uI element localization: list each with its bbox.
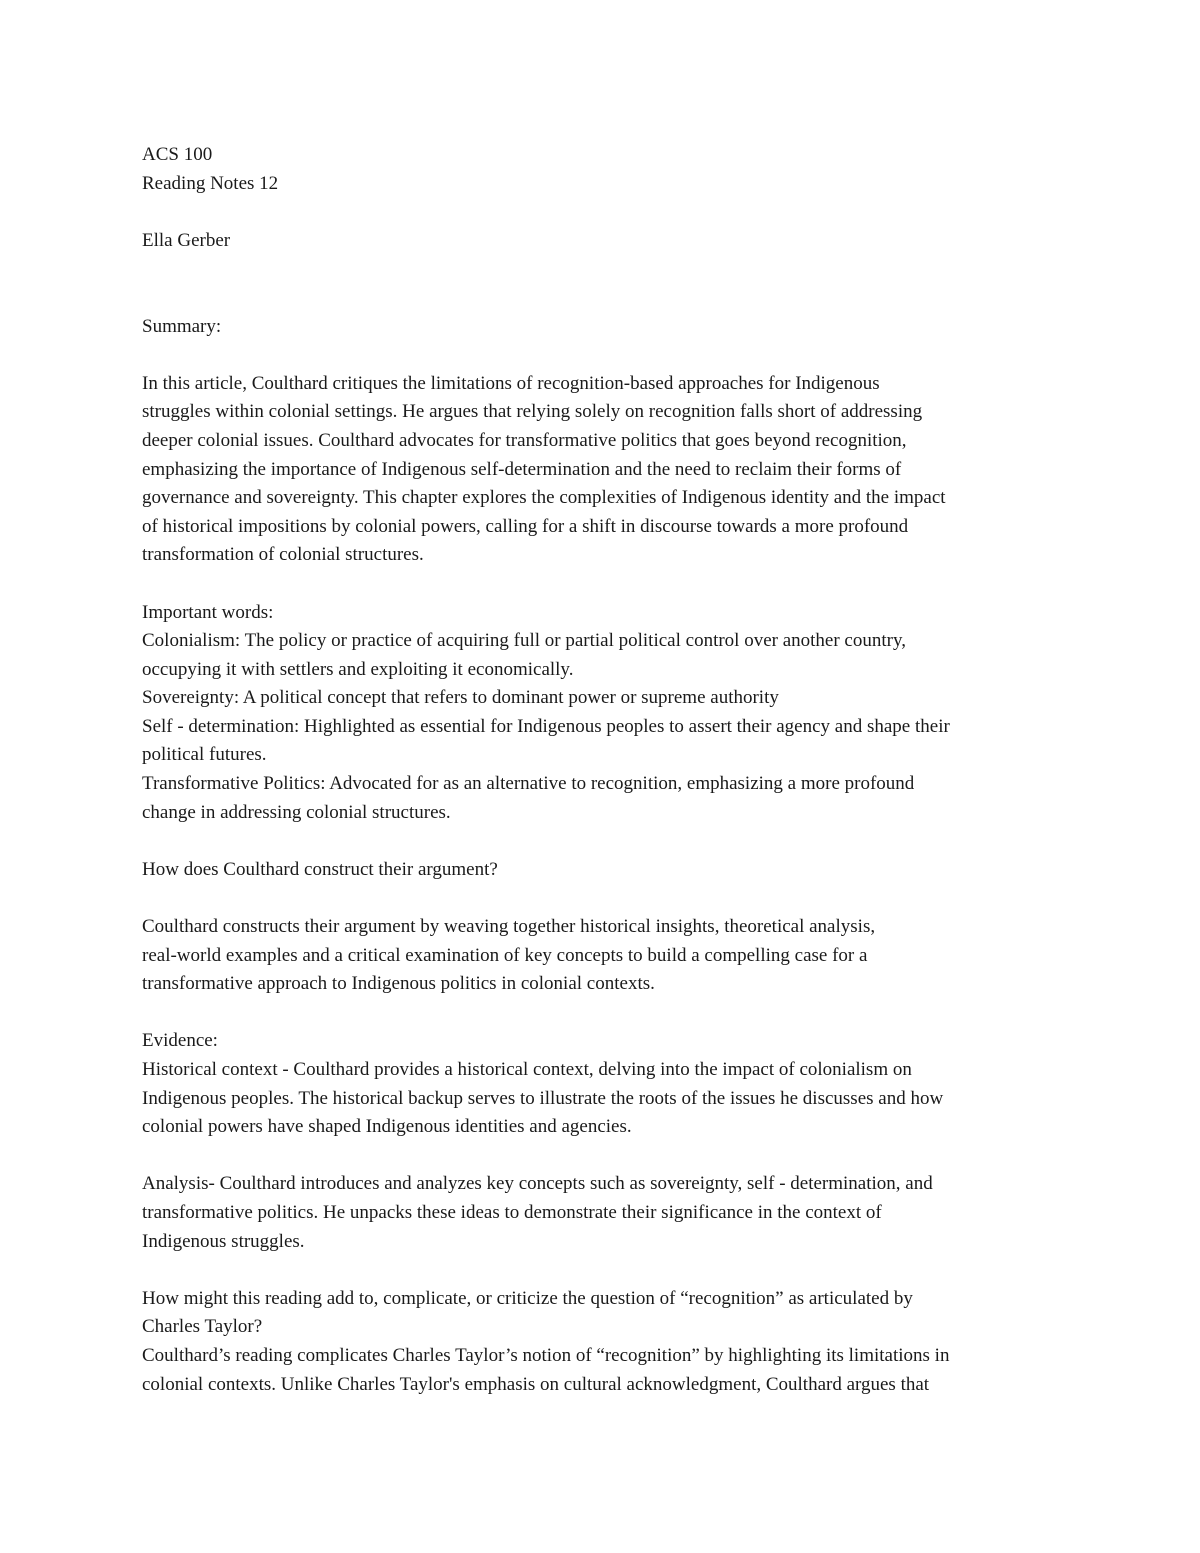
spacer	[142, 341, 1072, 370]
definition-line: Sovereignty: A political concept that refers to dominant power or supreme authority	[142, 687, 779, 709]
definition-line: Self - determination: Highlighted as essential for Indigenous peoples to assert their agency and shape their	[142, 715, 950, 737]
spacer	[142, 570, 1072, 599]
recognition-answer-line: colonial contexts. Unlike Charles Taylor's emphasis on cultural acknowledgment, Coulthard argues that	[142, 1373, 930, 1395]
evidence-historical-line: Indigenous peoples. The historical backup serves to illustrate the roots of the issues he discusses and how	[142, 1087, 944, 1109]
summary-line: transformation of colonial structures.	[142, 544, 424, 566]
spacer	[142, 198, 1072, 227]
argument-line: real-world examples and a critical examination of key concepts to build a compelling case for a	[142, 944, 868, 966]
summary-line: In this article, Coulthard critiques the limitations of recognition-based approaches for Indigenous	[142, 372, 880, 394]
spacer	[142, 255, 1072, 312]
definition-line: change in addressing colonial structures.	[142, 801, 451, 823]
author-name: Ella Gerber	[142, 229, 231, 251]
evidence-analysis-line: Indigenous struggles.	[142, 1230, 305, 1252]
spacer	[142, 999, 1072, 1028]
definition-line: Transformative Politics: Advocated for as an alternative to recognition, emphasizing a more profound	[142, 773, 915, 795]
argument-line: Coulthard constructs their argument by weaving together historical insights, theoretical analysis,	[142, 916, 876, 938]
summary-heading: Summary:	[142, 315, 222, 337]
definition-line: occupying it with settlers and exploiting it economically.	[142, 658, 574, 680]
course-code: ACS 100	[142, 144, 213, 165]
document-body	[142, 141, 1072, 1399]
recognition-answer-line: Coulthard’s reading complicates Charles Taylor’s notion of “recognition” by highlighting its limitations in	[142, 1344, 950, 1366]
definition-line: Colonialism: The policy or practice of acquiring full or partial political control over another country,	[142, 630, 906, 652]
spacer	[142, 827, 1072, 856]
evidence-historical-line: colonial powers have shaped Indigenous identities and agencies.	[142, 1116, 632, 1138]
argument-line: transformative approach to Indigenous politics in colonial contexts.	[142, 973, 655, 995]
evidence-analysis-line: Analysis- Coulthard introduces and analyzes key concepts such as sovereignty, self - determination, and	[142, 1173, 933, 1195]
spacer	[142, 1256, 1072, 1285]
recognition-question-line: How might this reading add to, complicate, or criticize the question of “recognition” as articulated by	[142, 1287, 913, 1309]
spacer	[142, 1142, 1072, 1171]
important-words-heading: Important words:	[142, 601, 274, 623]
summary-line: emphasizing the importance of Indigenous self-determination and the need to reclaim their forms of	[142, 458, 902, 480]
summary-line: of historical impositions by colonial powers, calling for a shift in discourse towards a more profound	[142, 515, 909, 537]
evidence-heading: Evidence:	[142, 1030, 218, 1052]
recognition-question-line: Charles Taylor?	[142, 1316, 263, 1338]
spacer	[142, 884, 1072, 913]
definition-line: political futures.	[142, 744, 267, 766]
summary-line: governance and sovereignty. This chapter explores the complexities of Indigenous identity and the impact	[142, 487, 946, 509]
document-title: Reading Notes 12	[142, 172, 279, 194]
summary-line: struggles within colonial settings. He argues that relying solely on recognition falls short of addressing	[142, 401, 923, 423]
argument-question: How does Coulthard construct their argument?	[142, 858, 498, 880]
evidence-historical-line: Historical context - Coulthard provides a historical context, delving into the impact of colonialism on	[142, 1059, 912, 1080]
summary-line: deeper colonial issues. Coulthard advocates for transformative politics that goes beyond recognition,	[142, 429, 907, 451]
evidence-analysis-line: transformative politics. He unpacks these ideas to demonstrate their significance in the context of	[142, 1201, 882, 1223]
